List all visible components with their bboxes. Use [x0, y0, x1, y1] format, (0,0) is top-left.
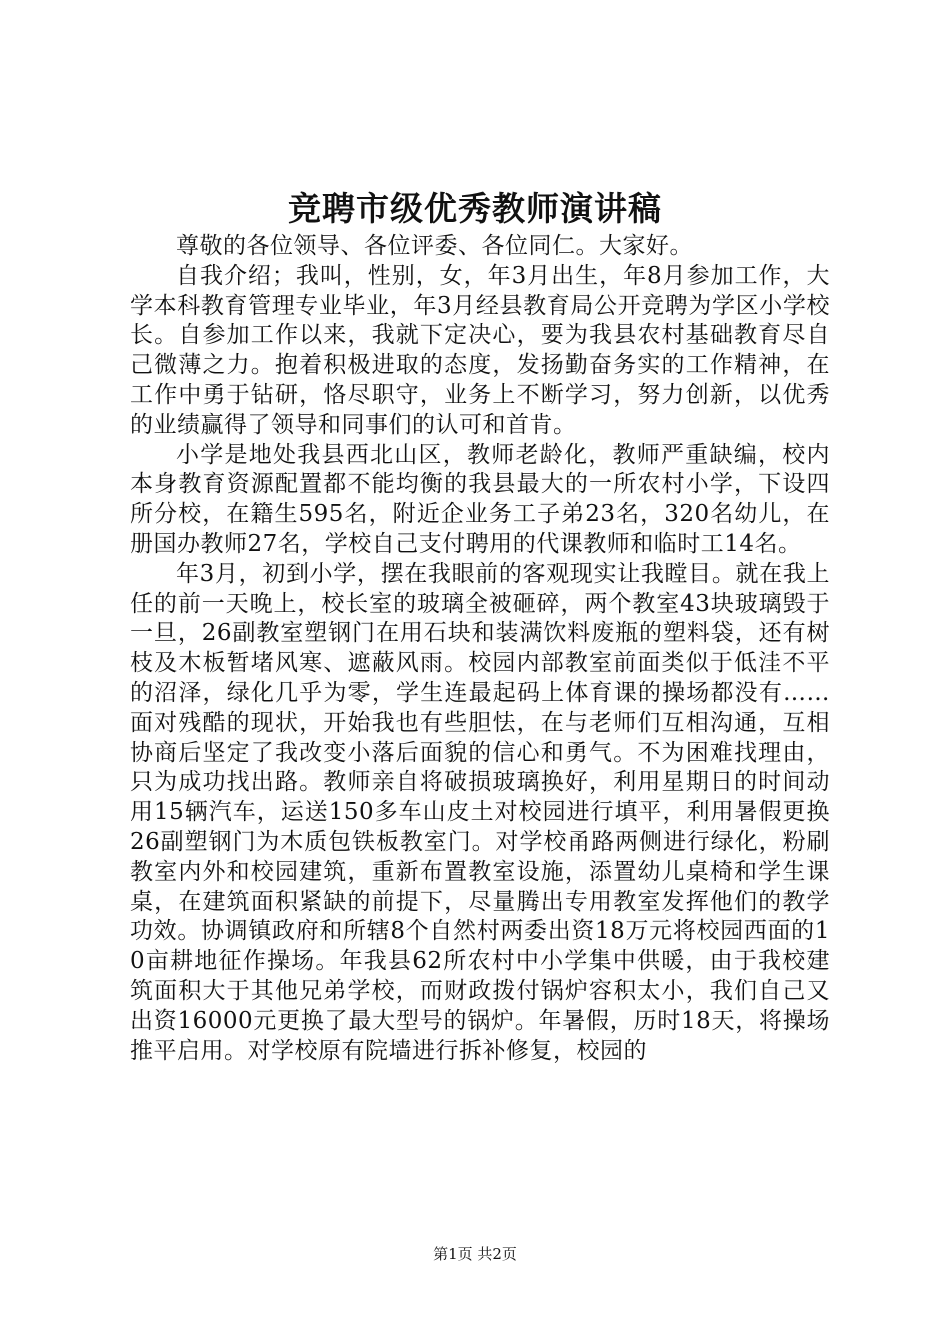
- paragraph-greeting: 尊敬的各位领导、各位评委、各位同仁。大家好。: [176, 233, 693, 259]
- paragraph-self-introduction: 自我介绍；我叫，性别，女，年3月出生，年8月参加工作，大学本科教育管理专业毕业，年3月经县教育局公开竞聘为学区小学校长。自参加工作以来，我就下定决心，要为我县农村基础教育尽自己微薄之力。抱着积极进取的态度，发扬勤奋务实的工作精神，在工作中勇于钻研，恪尽职守，业务上不断学习，努力创新，以优秀的业绩赢得了领导和同事们的认可和首肯。: [130, 262, 830, 438]
- document-title: 竞聘市级优秀教师演讲稿: [288, 189, 662, 228]
- document-body: [130, 232, 830, 1066]
- paragraph-school-improvements: 年3月，初到小学，摆在我眼前的客观现实让我瞠目。就在我上任的前一天晚上，校长室的玻璃全被砸碎，两个教室43块玻璃毁于一旦，26副教室塑钢门在用石块和装满饮料废瓶的塑料袋，还有树枝及木板暂堵风寒、遮蔽风雨。校园内部教室前面类似于低洼不平的沼泽，绿化几乎为零，学生连最起码上体育课的操场都没有……面对残酷的现状，开始我也有些胆怯，在与老师们互相沟通，互相协商后坚定了我改变小落后面貌的信心和勇气。不为困难找理由，只为成功找出路。教师亲自将破损玻璃换好，利用星期日的时间动用15辆汽车，运送150多车山皮土对校园进行填平，利用暑假更换26副塑钢门为木质包铁板教室门。对学校甬路两侧进行绿化，粉刷教室内外和校园建筑，重新布置教室设施，添置幼儿桌椅和学生课桌，在建筑面积紧缺的前提下，尽量腾出专用教室发挥他们的教学功效。协调镇政府和所辖8个自然村两委出资18万元将校园西面的10亩耕地征作操场。年我县62所农村中小学集中供暖，由于我校建筑面积大于其他兄弟学校，而财政拨付锅炉容积太小，我们自己又出资16000元更换了最大型号的锅炉。年暑假，历时18天，将操场推平启用。对学校原有院墙进行拆补修复，校园的: [130, 560, 830, 1064]
- page-footer: 第1页 共2页: [433, 1245, 517, 1263]
- paragraph-school-overview: 小学是地处我县西北山区，教师老龄化，教师严重缺编，校内本身教育资源配置都不能均衡的我县最大的一所农村小学，下设四所分校，在籍生595名，附近企业务工子弟23名，320名幼儿，在册国办教师27名，学校自己支付聘用的代课教师和临时工14名。: [130, 441, 830, 557]
